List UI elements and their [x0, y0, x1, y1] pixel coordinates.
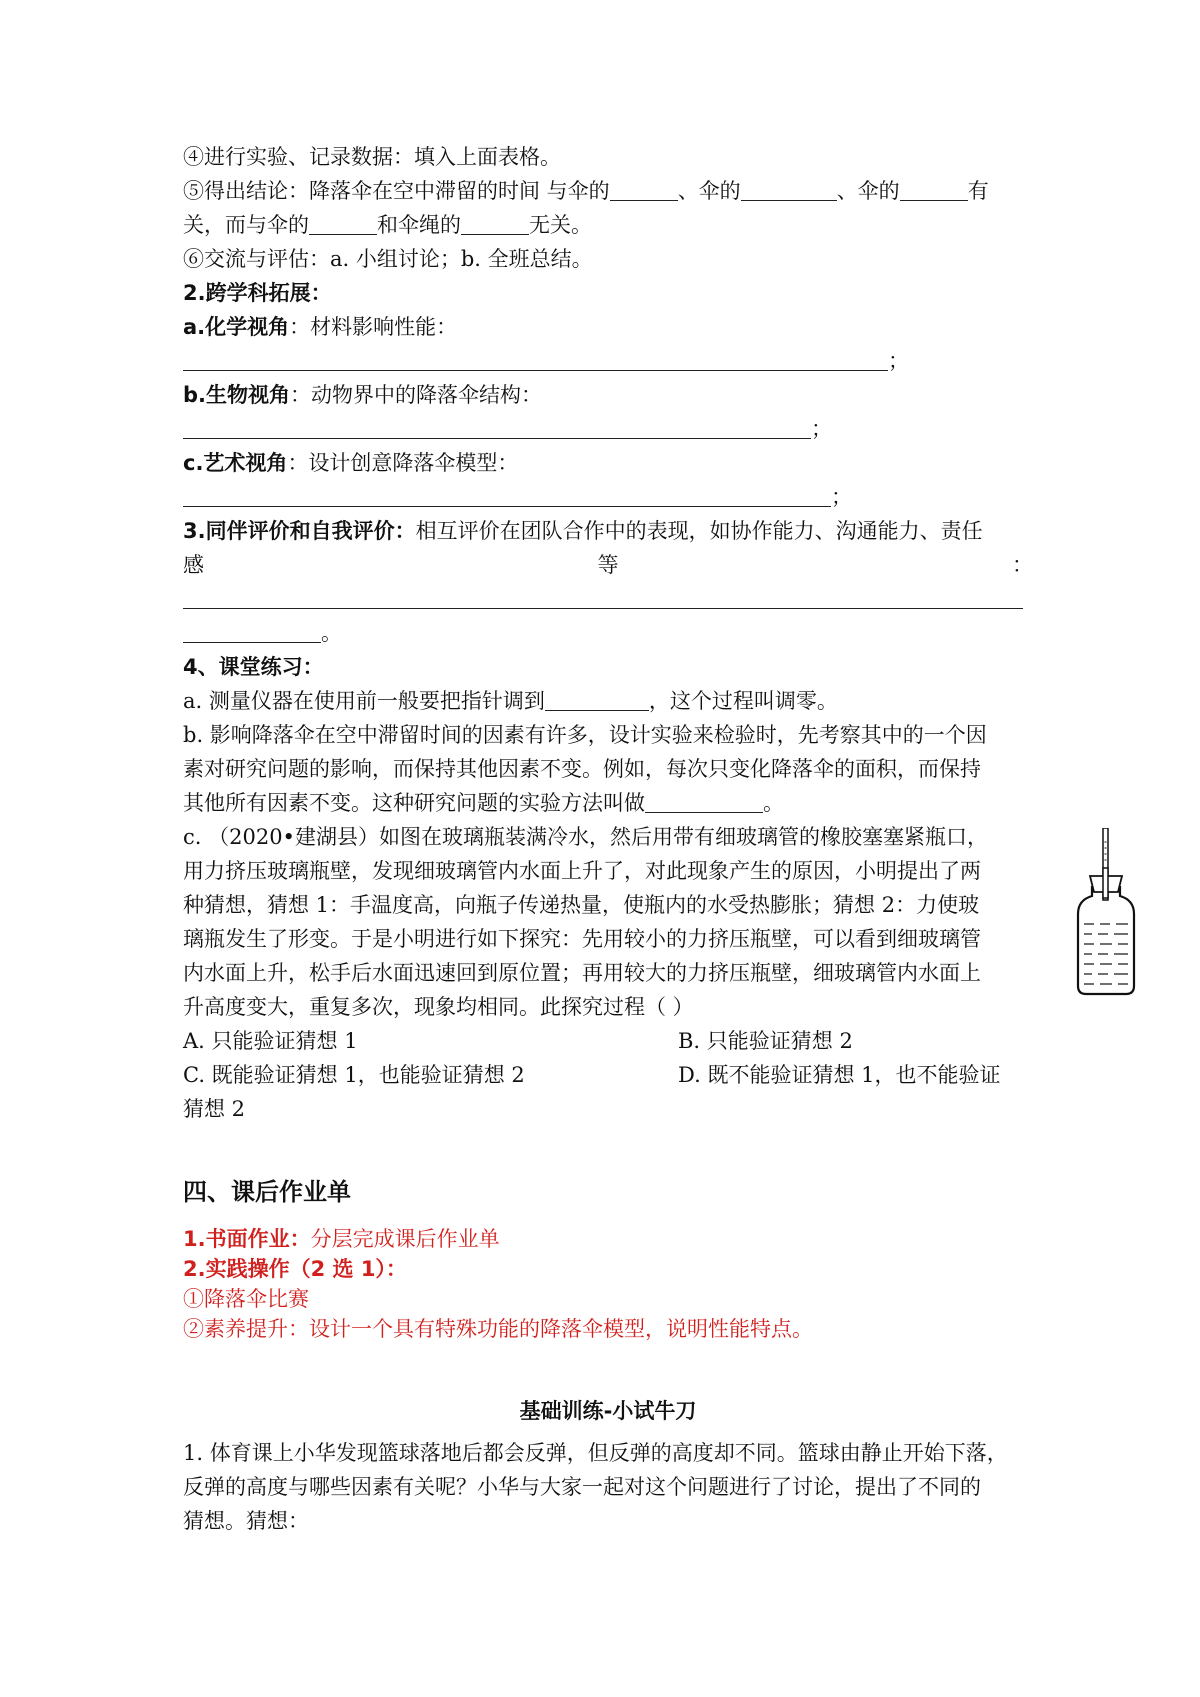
answer-field[interactable]: [183, 484, 831, 507]
practice-c-line6: 升高度变大，重复多次，现象均相同。此探究过程（ ）: [183, 995, 694, 1019]
practice-b-line2: 素对研究问题的影响，而保持其他因素不变。例如，每次只变化降落伞的面积，而保持: [183, 757, 981, 781]
blank[interactable]: [900, 178, 968, 201]
chemistry-prompt: a.化学视角：材料影响性能：: [183, 315, 458, 339]
option-c[interactable]: C. 既能验证猜想 1，也能验证猜想 2: [183, 1063, 525, 1087]
step-6: ⑥交流与评估：a. 小组讨论；b. 全班总结。: [183, 247, 593, 271]
step-4: ④进行实验、记录数据：填入上面表格。: [183, 145, 561, 169]
practice-b-line3: 其他所有因素不变。这种研究问题的实验方法叫做 。: [183, 791, 784, 815]
practice-c-line2: 用力挤压玻璃瓶壁，发现细玻璃管内水面上升了，对此现象产生的原因，小明提出了两: [183, 859, 981, 883]
option-d[interactable]: D. 既不能验证猜想 1，也不能验证: [678, 1063, 1001, 1087]
homework-item-2: 2.实践操作（2 选 1）：: [183, 1257, 407, 1281]
practice-b-line1: b. 影响降落伞在空中滞留时间的因素有许多，设计实验来检验时，先考察其中的一个因: [183, 723, 987, 747]
option-d-continued: 猜想 2: [183, 1097, 246, 1121]
options-row-1: [183, 1024, 1033, 1058]
blank[interactable]: [645, 790, 763, 813]
homework-item-2-2: ②素养提升：设计一个具有特殊功能的降落伞模型，说明性能特点。: [183, 1317, 813, 1341]
cross-discipline-heading: 2.跨学科拓展：: [183, 281, 332, 305]
answer-field[interactable]: [183, 586, 1023, 609]
step-5-line1: ⑤得出结论：降落伞在空中滞留的时间 与伞的 、伞的 、伞的 有: [183, 179, 989, 203]
practice-c-line4: 璃瓶发生了形变。于是小明进行如下探究：先用较小的力挤压瓶壁，可以看到细玻璃管: [183, 927, 981, 951]
homework-item-1: 1.书面作业：分层完成课后作业单: [183, 1227, 500, 1251]
blank[interactable]: [610, 178, 678, 201]
answer-field[interactable]: [183, 416, 811, 439]
chemistry-answer-line: ；: [183, 344, 1033, 378]
step-5-line2: 关，而与伞的 和伞绳的 无关。: [183, 213, 592, 237]
peer-evaluation-line1: 3.同伴评价和自我评价：相互评价在团队合作中的表现，如协作能力、沟通能力、责任: [183, 519, 983, 543]
option-a[interactable]: A. 只能验证猜想 1: [183, 1029, 358, 1053]
worksheet-page: [183, 140, 1033, 1538]
practice-c-line3: 种猜想，猜想 1：手温度高，向瓶子传递热量，使瓶内的水受热膨胀；猜想 2：力使玻: [183, 893, 980, 917]
answer-field[interactable]: [183, 620, 321, 643]
homework-title: 四、课后作业单: [183, 1178, 351, 1206]
practice-a: a. 测量仪器在使用前一般要把指针调到 ，这个过程叫调零。: [183, 689, 838, 713]
option-b[interactable]: B. 只能验证猜想 2: [678, 1029, 853, 1053]
homework-item-2-1: ①降落伞比赛: [183, 1287, 309, 1311]
blank[interactable]: [741, 178, 837, 201]
peer-evaluation-line2: 感 等 ：: [183, 553, 1033, 577]
basic-training-title: 基础训练-小试牛刀: [519, 1399, 697, 1423]
practice-heading: 4、课堂练习：: [183, 655, 324, 679]
basic-q1-line3: 猜想。猜想：: [183, 1509, 309, 1533]
answer-field[interactable]: [183, 348, 888, 371]
glass-bottle-with-tube-icon: [1070, 828, 1142, 998]
peer-answer-line: [183, 582, 1033, 616]
basic-q1-line2: 反弹的高度与哪些因素有关呢？小华与大家一起对这个问题进行了讨论，提出了不同的: [183, 1475, 981, 1499]
biology-prompt: b.生物视角：动物界中的降落伞结构：: [183, 383, 543, 407]
options-row-2: [183, 1058, 1033, 1092]
basic-q1-line1: 1. 体育课上小华发现篮球落地后都会反弹，但反弹的高度却不同。篮球由静止开始下落，: [183, 1441, 1008, 1465]
art-prompt: c.艺术视角：设计创意降落伞模型：: [183, 451, 519, 475]
peer-answer-line2: 。: [183, 616, 1033, 650]
blank[interactable]: [545, 688, 649, 711]
art-answer-line: ；: [183, 480, 1033, 514]
biology-answer-line: ；: [183, 412, 1033, 446]
blank[interactable]: [309, 212, 377, 235]
blank[interactable]: [461, 212, 529, 235]
practice-c-line1: c. （2020•建湖县）如图在玻璃瓶装满冷水，然后用带有细玻璃管的橡胶塞塞紧瓶口，: [183, 825, 988, 849]
practice-c-line5: 内水面上升，松手后水面迅速回到原位置；再用较大的力挤压瓶壁，细玻璃管内水面上: [183, 961, 981, 985]
